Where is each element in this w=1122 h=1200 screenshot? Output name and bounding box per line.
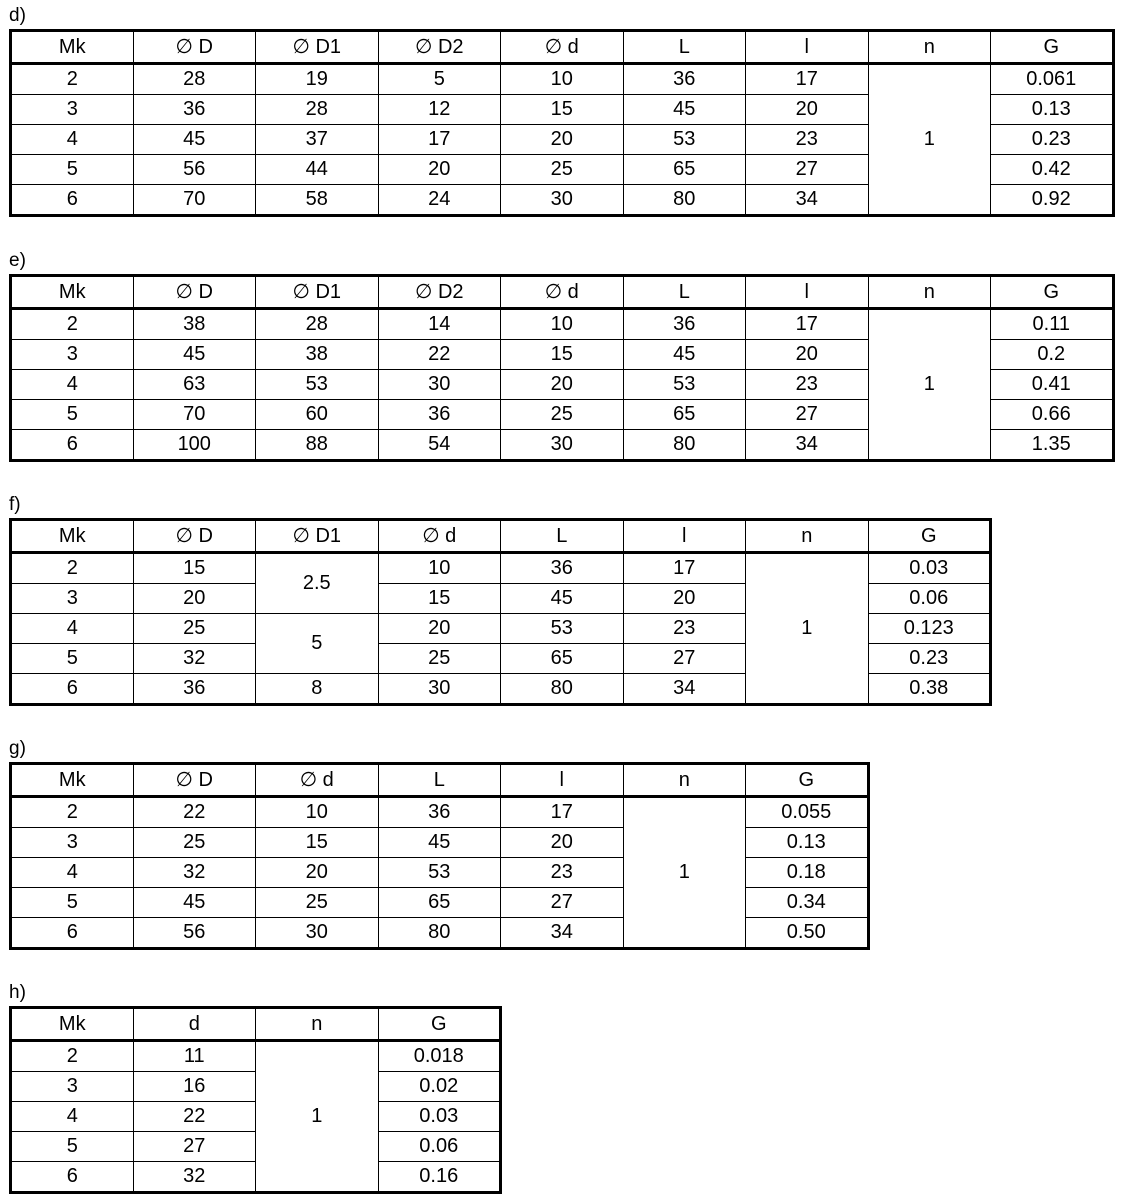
table-cell: 80 bbox=[623, 185, 746, 216]
table-cell: 0.42 bbox=[991, 155, 1114, 185]
table-cell: 30 bbox=[378, 674, 501, 705]
table-cell: 2 bbox=[11, 309, 134, 340]
table-cell: 0.123 bbox=[868, 614, 991, 644]
table-cell: 80 bbox=[623, 430, 746, 461]
table-cell: 28 bbox=[133, 64, 256, 95]
table-cell: 30 bbox=[501, 430, 624, 461]
table-cell: 27 bbox=[501, 888, 624, 918]
header-row bbox=[11, 764, 869, 797]
table-cell: 32 bbox=[133, 1162, 256, 1193]
table-cell: 20 bbox=[378, 155, 501, 185]
table-cell: 30 bbox=[256, 918, 379, 949]
table-cell: 34 bbox=[623, 674, 746, 705]
header-cell: n bbox=[868, 31, 991, 64]
section-label: e) bbox=[9, 250, 26, 271]
table-cell: 0.06 bbox=[378, 1132, 501, 1162]
table-cell: 19 bbox=[256, 64, 379, 95]
table-cell: 17 bbox=[746, 64, 869, 95]
table-cell: 17 bbox=[378, 125, 501, 155]
header-cell: l bbox=[623, 520, 746, 553]
table-cell: 0.13 bbox=[746, 828, 869, 858]
header-cell: ∅ D bbox=[133, 31, 256, 64]
table-cell: 20 bbox=[501, 370, 624, 400]
table-cell: 0.23 bbox=[991, 125, 1114, 155]
header-cell: Mk bbox=[11, 520, 134, 553]
header-cell: ∅ D bbox=[133, 276, 256, 309]
table-cell: 24 bbox=[378, 185, 501, 216]
header-cell: ∅ d bbox=[378, 520, 501, 553]
header-cell: ∅ D bbox=[133, 520, 256, 553]
table-cell: 3 bbox=[11, 584, 134, 614]
table-cell: 15 bbox=[378, 584, 501, 614]
table-cell: 0.41 bbox=[991, 370, 1114, 400]
table-cell: 45 bbox=[133, 340, 256, 370]
header-cell: Mk bbox=[11, 764, 134, 797]
header-cell: G bbox=[991, 31, 1114, 64]
table-cell: 10 bbox=[501, 309, 624, 340]
table-cell: 38 bbox=[133, 309, 256, 340]
spec-table-g bbox=[9, 762, 870, 950]
table-cell: 22 bbox=[133, 1102, 256, 1132]
header-cell: ∅ d bbox=[256, 764, 379, 797]
table-cell: 4 bbox=[11, 370, 134, 400]
table-cell: 3 bbox=[11, 340, 134, 370]
table-cell: 20 bbox=[501, 125, 624, 155]
table-cell: 15 bbox=[501, 95, 624, 125]
table-cell: 23 bbox=[501, 858, 624, 888]
header-cell: ∅ D bbox=[133, 764, 256, 797]
header-cell: G bbox=[378, 1008, 501, 1041]
table-cell: 11 bbox=[133, 1041, 256, 1072]
section-label: h) bbox=[9, 982, 26, 1003]
table-cell: 5 bbox=[378, 64, 501, 95]
table-cell: 2 bbox=[11, 797, 134, 828]
header-cell: L bbox=[501, 520, 624, 553]
table-cell: 23 bbox=[746, 370, 869, 400]
table-cell: 2 bbox=[11, 64, 134, 95]
table-row bbox=[11, 1041, 501, 1072]
header-cell: ∅ D2 bbox=[378, 276, 501, 309]
table-cell: 65 bbox=[501, 644, 624, 674]
table-cell: 5 bbox=[11, 400, 134, 430]
table-cell: 36 bbox=[378, 400, 501, 430]
header-cell: Mk bbox=[11, 1008, 134, 1041]
n-merged-cell: 1 bbox=[746, 553, 869, 705]
table-cell: 0.02 bbox=[378, 1072, 501, 1102]
table-cell: 17 bbox=[746, 309, 869, 340]
table-cell: 36 bbox=[378, 797, 501, 828]
table-cell: 0.50 bbox=[746, 918, 869, 949]
table-cell: 25 bbox=[133, 828, 256, 858]
table-cell: 53 bbox=[623, 370, 746, 400]
table-cell: 16 bbox=[133, 1072, 256, 1102]
table-cell: 17 bbox=[623, 553, 746, 584]
table-cell: 0.13 bbox=[991, 95, 1114, 125]
table-cell: 20 bbox=[746, 340, 869, 370]
table-cell: 30 bbox=[501, 185, 624, 216]
table-cell: 54 bbox=[378, 430, 501, 461]
table-cell: 0.16 bbox=[378, 1162, 501, 1193]
header-row bbox=[11, 1008, 501, 1041]
table-cell: 88 bbox=[256, 430, 379, 461]
table-cell: 32 bbox=[133, 858, 256, 888]
header-cell: ∅ D2 bbox=[378, 31, 501, 64]
table-cell: 34 bbox=[746, 430, 869, 461]
table-cell: 36 bbox=[623, 309, 746, 340]
table-cell: 53 bbox=[501, 614, 624, 644]
table-cell: 15 bbox=[133, 553, 256, 584]
table-cell: 0.03 bbox=[378, 1102, 501, 1132]
table-cell: 22 bbox=[133, 797, 256, 828]
table-cell: 45 bbox=[133, 888, 256, 918]
table-cell: 14 bbox=[378, 309, 501, 340]
header-cell: l bbox=[746, 276, 869, 309]
table-cell: 6 bbox=[11, 918, 134, 949]
table-cell: 36 bbox=[623, 64, 746, 95]
table-cell: 4 bbox=[11, 1102, 134, 1132]
header-row bbox=[11, 276, 1114, 309]
table-cell: 20 bbox=[378, 614, 501, 644]
n-merged-cell: 1 bbox=[868, 64, 991, 216]
table-cell: 5 bbox=[11, 155, 134, 185]
table-cell: 8 bbox=[256, 674, 379, 705]
header-cell: G bbox=[868, 520, 991, 553]
table-cell: 10 bbox=[256, 797, 379, 828]
table-cell: 6 bbox=[11, 185, 134, 216]
table-cell: 23 bbox=[623, 614, 746, 644]
table-cell: 25 bbox=[501, 155, 624, 185]
header-cell: L bbox=[623, 276, 746, 309]
table-cell: 56 bbox=[133, 155, 256, 185]
table-row bbox=[11, 64, 1114, 95]
table-cell: 70 bbox=[133, 185, 256, 216]
table-cell: 34 bbox=[501, 918, 624, 949]
table-cell: 5 bbox=[11, 1132, 134, 1162]
table-cell: 20 bbox=[623, 584, 746, 614]
table-cell: 53 bbox=[623, 125, 746, 155]
table-cell: 70 bbox=[133, 400, 256, 430]
table-cell: 65 bbox=[623, 155, 746, 185]
table-cell: 38 bbox=[256, 340, 379, 370]
header-cell: l bbox=[746, 31, 869, 64]
table-cell: 0.11 bbox=[991, 309, 1114, 340]
table-cell: 15 bbox=[256, 828, 379, 858]
header-cell: n bbox=[868, 276, 991, 309]
table-cell: 27 bbox=[746, 155, 869, 185]
table-cell: 6 bbox=[11, 430, 134, 461]
n-merged-cell: 1 bbox=[623, 797, 746, 949]
table-cell: 28 bbox=[256, 309, 379, 340]
table-cell: 65 bbox=[623, 400, 746, 430]
table-cell: 58 bbox=[256, 185, 379, 216]
table-cell: 6 bbox=[11, 674, 134, 705]
header-row bbox=[11, 31, 1114, 64]
table-cell: 23 bbox=[746, 125, 869, 155]
table-cell: 45 bbox=[623, 340, 746, 370]
table-cell: 0.055 bbox=[746, 797, 869, 828]
table-cell: 0.92 bbox=[991, 185, 1114, 216]
table-cell: 27 bbox=[623, 644, 746, 674]
table-cell: 63 bbox=[133, 370, 256, 400]
table-cell: 0.23 bbox=[868, 644, 991, 674]
table-cell: 0.18 bbox=[746, 858, 869, 888]
table-cell: 60 bbox=[256, 400, 379, 430]
table-cell: 5 bbox=[11, 888, 134, 918]
table-cell: 27 bbox=[133, 1132, 256, 1162]
table-cell: 4 bbox=[11, 614, 134, 644]
table-cell: 34 bbox=[746, 185, 869, 216]
header-cell: d bbox=[133, 1008, 256, 1041]
table-cell: 10 bbox=[501, 64, 624, 95]
header-cell: ∅ d bbox=[501, 276, 624, 309]
table-cell: 12 bbox=[378, 95, 501, 125]
table-cell: 22 bbox=[378, 340, 501, 370]
table-cell: 10 bbox=[378, 553, 501, 584]
table-cell: 100 bbox=[133, 430, 256, 461]
header-cell: G bbox=[991, 276, 1114, 309]
table-cell: 25 bbox=[133, 614, 256, 644]
table-cell: 45 bbox=[623, 95, 746, 125]
table-cell: 36 bbox=[133, 674, 256, 705]
table-cell: 0.38 bbox=[868, 674, 991, 705]
table-cell: 20 bbox=[501, 828, 624, 858]
table-cell: 45 bbox=[133, 125, 256, 155]
table-cell: 27 bbox=[746, 400, 869, 430]
d1-merged-cell: 5 bbox=[256, 614, 379, 674]
header-cell: G bbox=[746, 764, 869, 797]
table-cell: 0.66 bbox=[991, 400, 1114, 430]
spec-table-f bbox=[9, 518, 992, 706]
header-cell: ∅ D1 bbox=[256, 520, 379, 553]
table-cell: 25 bbox=[378, 644, 501, 674]
header-cell: n bbox=[623, 764, 746, 797]
header-cell: L bbox=[623, 31, 746, 64]
header-cell: ∅ D1 bbox=[256, 31, 379, 64]
spec-table-d bbox=[9, 29, 1115, 217]
table-cell: 0.018 bbox=[378, 1041, 501, 1072]
table-cell: 80 bbox=[501, 674, 624, 705]
spec-table-h bbox=[9, 1006, 502, 1194]
table-cell: 0.061 bbox=[991, 64, 1114, 95]
spec-table-e bbox=[9, 274, 1115, 462]
header-cell: Mk bbox=[11, 31, 134, 64]
header-cell: Mk bbox=[11, 276, 134, 309]
table-cell: 44 bbox=[256, 155, 379, 185]
header-cell: n bbox=[256, 1008, 379, 1041]
table-cell: 20 bbox=[746, 95, 869, 125]
table-cell: 20 bbox=[256, 858, 379, 888]
table-cell: 53 bbox=[256, 370, 379, 400]
table-cell: 2 bbox=[11, 1041, 134, 1072]
table-cell: 0.06 bbox=[868, 584, 991, 614]
section-label: g) bbox=[9, 738, 26, 759]
table-cell: 20 bbox=[133, 584, 256, 614]
table-row bbox=[11, 309, 1114, 340]
d1-merged-cell: 2.5 bbox=[256, 553, 379, 614]
table-cell: 25 bbox=[501, 400, 624, 430]
table-row bbox=[11, 553, 991, 584]
table-cell: 36 bbox=[501, 553, 624, 584]
table-cell: 6 bbox=[11, 1162, 134, 1193]
header-cell: ∅ D1 bbox=[256, 276, 379, 309]
table-row bbox=[11, 797, 869, 828]
table-cell: 17 bbox=[501, 797, 624, 828]
table-cell: 56 bbox=[133, 918, 256, 949]
header-cell: L bbox=[378, 764, 501, 797]
table-cell: 0.03 bbox=[868, 553, 991, 584]
table-cell: 28 bbox=[256, 95, 379, 125]
table-cell: 4 bbox=[11, 858, 134, 888]
table-cell: 80 bbox=[378, 918, 501, 949]
table-cell: 0.2 bbox=[991, 340, 1114, 370]
table-cell: 15 bbox=[501, 340, 624, 370]
n-merged-cell: 1 bbox=[868, 309, 991, 461]
table-cell: 37 bbox=[256, 125, 379, 155]
header-cell: ∅ d bbox=[501, 31, 624, 64]
table-cell: 1.35 bbox=[991, 430, 1114, 461]
table-cell: 65 bbox=[378, 888, 501, 918]
table-cell: 25 bbox=[256, 888, 379, 918]
header-cell: l bbox=[501, 764, 624, 797]
table-cell: 30 bbox=[378, 370, 501, 400]
table-cell: 5 bbox=[11, 644, 134, 674]
header-cell: n bbox=[746, 520, 869, 553]
n-merged-cell: 1 bbox=[256, 1041, 379, 1193]
table-cell: 2 bbox=[11, 553, 134, 584]
section-label: f) bbox=[9, 494, 21, 515]
header-row bbox=[11, 520, 991, 553]
table-cell: 32 bbox=[133, 644, 256, 674]
table-cell: 4 bbox=[11, 125, 134, 155]
table-cell: 3 bbox=[11, 828, 134, 858]
table-cell: 0.34 bbox=[746, 888, 869, 918]
table-cell: 53 bbox=[378, 858, 501, 888]
table-cell: 3 bbox=[11, 95, 134, 125]
table-cell: 45 bbox=[378, 828, 501, 858]
table-cell: 3 bbox=[11, 1072, 134, 1102]
table-cell: 36 bbox=[133, 95, 256, 125]
section-label: d) bbox=[9, 5, 26, 26]
table-cell: 45 bbox=[501, 584, 624, 614]
